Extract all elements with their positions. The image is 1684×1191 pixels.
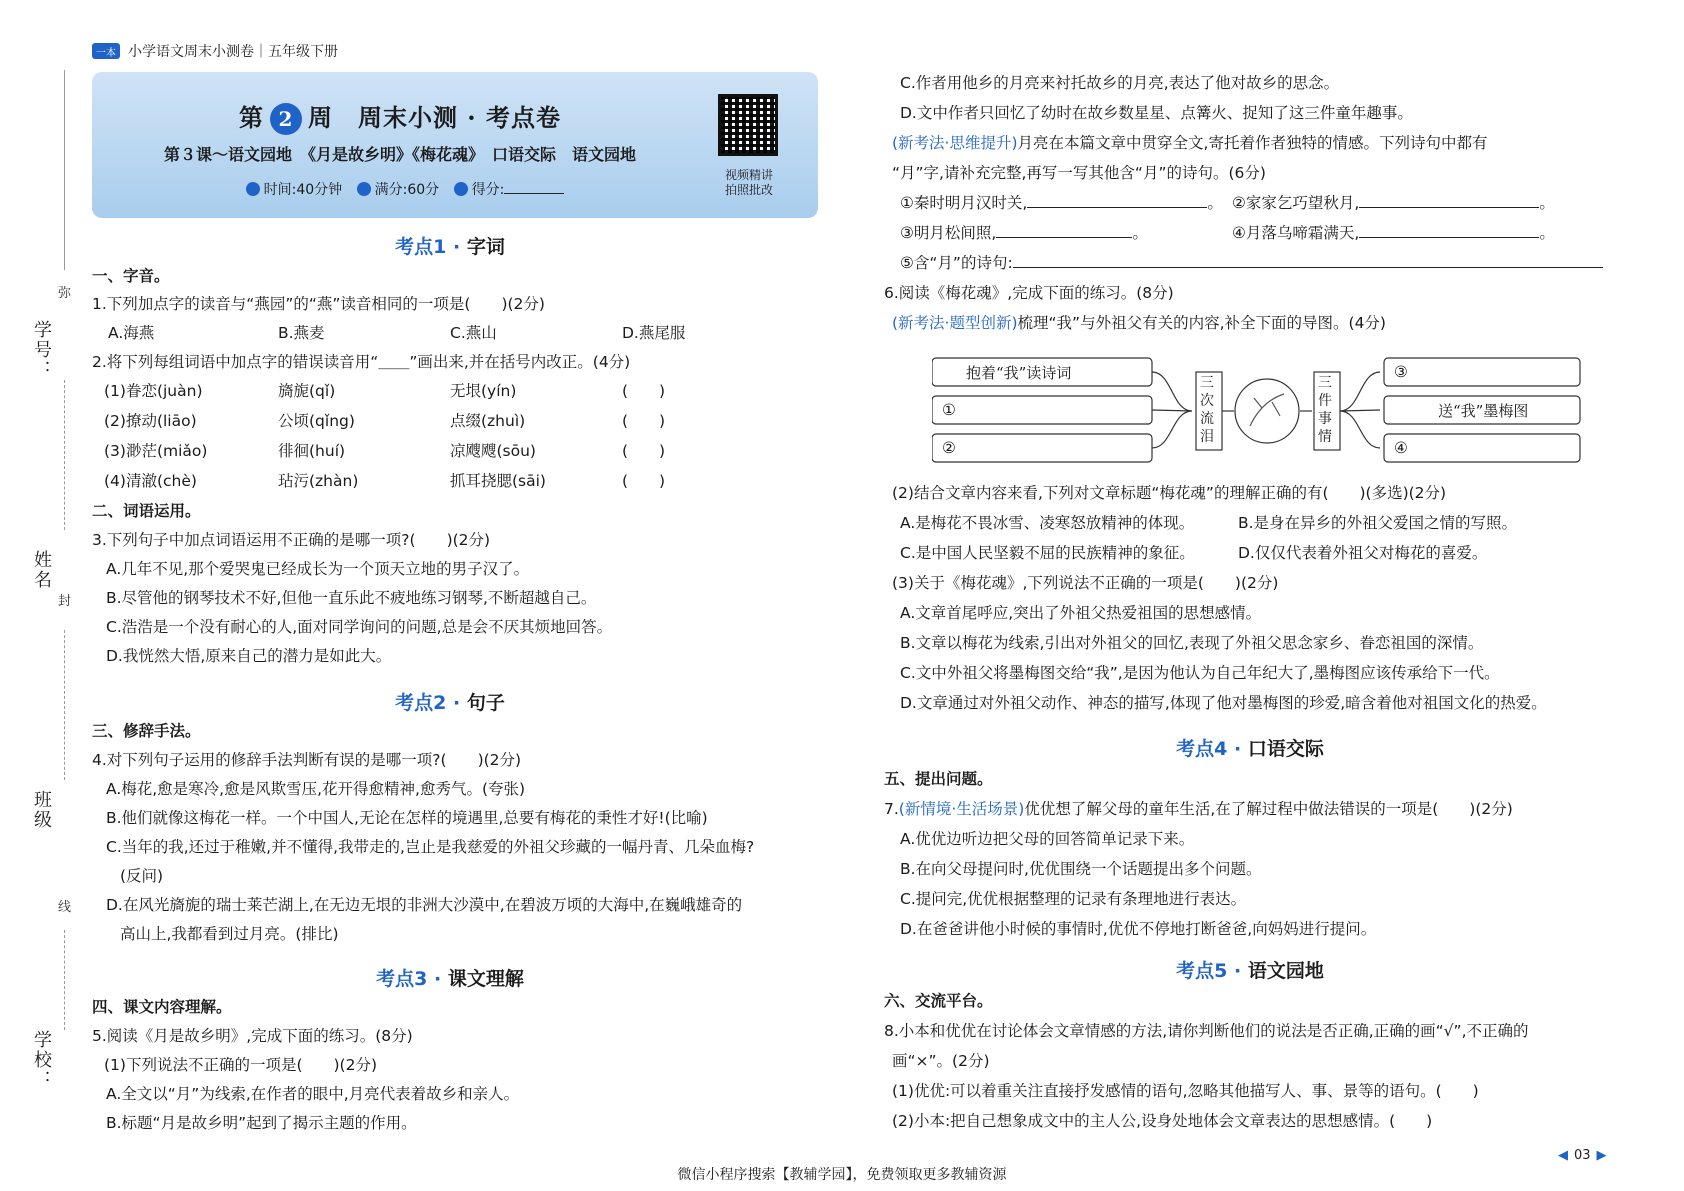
- section-kp4: [1100, 734, 1400, 761]
- binding-dash: [64, 380, 65, 530]
- section-kp2: [300, 688, 600, 715]
- q4-stem: 4.对下列句子运用的修辞手法判断有误的是哪一项?( )(2分): [92, 751, 522, 769]
- q1-option-c[interactable]: C.燕山: [450, 324, 497, 342]
- map-box-left-2: [932, 396, 1152, 424]
- q3-option-c[interactable]: C.浩浩是一个没有耐心的人,面对同学询问的问题,总是会不厌其烦地回答。: [106, 618, 613, 636]
- q6-part2: (2)结合文章内容来看,下列对文章标题“梅花魂”的理解正确的有( )(多选)(2分): [892, 484, 1447, 502]
- q6-part2-option-c[interactable]: C.是中国人民坚毅不屈的民族精神的象征。: [900, 544, 1195, 562]
- map-right-1-text[interactable]: ③: [1394, 363, 1408, 381]
- q2-word: (4)清澈(chè): [104, 472, 197, 490]
- question-tag: (新考法·题型创新): [892, 314, 1018, 332]
- qr-code-icon[interactable]: [718, 94, 778, 156]
- q6-part3-option-d[interactable]: D.文章通过对外祖父动作、神态的描写,体现了他对墨梅图的珍爱,暗含着他对祖国文化的热爱。: [900, 694, 1547, 712]
- question-tag: (新考法·思维提升): [892, 134, 1018, 152]
- kp-title: 语文园地: [1247, 960, 1324, 982]
- map-box-right-3: [1384, 434, 1580, 462]
- q1-option-d[interactable]: D.燕尾服: [622, 324, 686, 342]
- answer-blank[interactable]: [996, 222, 1132, 238]
- q4-option-d[interactable]: D.在风光旖旎的瑞士莱芒湖上,在无边无垠的非洲大沙漠中,在碧波万顷的大海中,在巍峨雄奇的: [106, 896, 743, 914]
- test-title: [92, 98, 708, 135]
- prev-page-icon[interactable]: ◀: [1558, 1148, 1568, 1163]
- publisher-logo: 一本: [92, 43, 120, 59]
- q2-answer-box[interactable]: ( ): [622, 472, 666, 490]
- plum-blossom-icon: [1235, 379, 1299, 443]
- check-icon: [454, 182, 468, 196]
- kp-title: 句子: [466, 692, 505, 714]
- next-page-icon[interactable]: ▶: [1596, 1148, 1607, 1163]
- poem-line-4: ④月落乌啼霜满天, 。: [1232, 224, 1555, 242]
- answer-blank[interactable]: [1359, 192, 1539, 208]
- q7-number: 7.: [884, 800, 899, 818]
- person-icon: [357, 182, 371, 196]
- q3-option-a[interactable]: A.几年不见,那个爱哭鬼已经成长为一个顶天立地的男子汉了。: [106, 560, 530, 578]
- mind-map-diagram: [932, 356, 1582, 468]
- q2-answer-box[interactable]: ( ): [622, 442, 666, 460]
- section-heading: 四、课文内容理解。: [92, 998, 232, 1016]
- poem-line-1: ①秦时明月汉时关, 。: [900, 194, 1223, 212]
- score-blank[interactable]: [504, 178, 564, 194]
- kp-title: 字词: [466, 236, 505, 258]
- q4-option-b[interactable]: B.他们就像这梅花一样。一个中国人,无论在怎样的境遇里,总要有梅花的秉性才好!(比喻): [106, 809, 708, 827]
- map-right-3-text[interactable]: ④: [1394, 439, 1408, 457]
- name-label: 姓名: [31, 550, 52, 590]
- q6-part2-option-b[interactable]: B.是身在异乡的外祖父爱国之情的写照。: [1238, 514, 1518, 532]
- qr-caption-line: 拍照批改: [724, 183, 773, 197]
- title-prefix: 第: [238, 103, 264, 132]
- section-kp5: [1100, 956, 1400, 983]
- test-header-banner: [92, 72, 818, 218]
- time-limit: 时间:40分钟: [263, 182, 343, 198]
- q7-option-d[interactable]: D.在爸爸讲他小时候的事情时,优优不停地打断爸爸,向妈妈进行提问。: [900, 920, 1377, 938]
- student-id-label: 学号：: [31, 320, 52, 380]
- q2-stem: 2.将下列每组词语中加点字的错误读音用“＿＿”画出来,并在括号内改正。(4分): [92, 353, 631, 371]
- q5-part2: [892, 132, 1487, 154]
- test-scope: 第３课～语文园地 《月是故乡明》《梅花魂》 口语交际 语文园地: [163, 145, 636, 164]
- q4-option-a[interactable]: A.梅花,愈是寒冷,愈是风欺雪压,花开得愈精神,愈秀气。(夸张): [106, 780, 526, 798]
- answer-blank[interactable]: [1359, 222, 1539, 238]
- poem-prompt: ①秦时明月汉时关,: [900, 194, 1028, 212]
- binding-line: [64, 70, 65, 270]
- test-meta: [92, 178, 708, 199]
- q5-stem: 5.阅读《月是故乡明》,完成下面的练习。(8分): [92, 1027, 413, 1045]
- qr-caption-line: 视频精讲: [724, 168, 773, 182]
- q7-option-a[interactable]: A.优优边听边把父母的回答简单记录下来。: [900, 830, 1195, 848]
- map-mid-1-text: 三次流泪: [1200, 375, 1214, 445]
- kp-title: 口语交际: [1247, 738, 1324, 760]
- q1-stem: 1.下列加点字的读音与“燕园”的“燕”读音相同的一项是( )(2分): [92, 295, 545, 313]
- q2-word: (1)眷恋(juàn): [104, 382, 203, 400]
- q3-stem: 3.下列句子中加点词语运用不正确的是哪一项?( )(2分): [92, 531, 491, 549]
- answer-blank[interactable]: [1027, 192, 1207, 208]
- poem-prompt: ②家家乞巧望秋月,: [1232, 194, 1360, 212]
- q4-option-c[interactable]: C.当年的我,还过于稚嫩,并不懂得,我带走的,岂止是我慈爱的外祖父珍藏的一幅丹青、几朵血梅?: [106, 838, 755, 856]
- title-suffix: 周 周末小测 · 考点卷: [307, 103, 562, 132]
- q7-stem-text: 优优想了解父母的童年生活,在了解过程中做法错误的一项是( )(2分): [1024, 800, 1513, 818]
- cut-mark-mi: 弥: [58, 286, 72, 301]
- q8-part1[interactable]: (1)优优:可以着重关注直接抒发感情的语句,忽略其他描写人、事、景等的语句。( ): [892, 1082, 1479, 1100]
- map-box-left-3: [932, 434, 1152, 462]
- q2-word: 点缀(zhuì): [450, 412, 526, 430]
- section-heading: 三、修辞手法。: [92, 722, 201, 740]
- q5-option-c[interactable]: C.作者用他乡的月亮来衬托故乡的月亮,表达了他对故乡的思念。: [900, 74, 1340, 92]
- map-right-2-text: 送“我”墨梅图: [1438, 402, 1529, 420]
- q6-part3-option-a[interactable]: A.文章首尾呼应,突出了外祖父热爱祖国的思想感情。: [900, 604, 1262, 622]
- q2-word: 抓耳挠腮(sāi): [450, 472, 546, 490]
- q8-part2[interactable]: (2)小本:把自己想象成文中的主人公,设身处地体会文章表达的思想感情。( ): [892, 1112, 1433, 1130]
- class-label: 班级: [31, 790, 52, 830]
- poem-prompt: ③明月松间照,: [900, 224, 997, 242]
- q5-part1: (1)下列说法不正确的一项是( )(2分): [104, 1056, 378, 1074]
- clock-icon: [246, 182, 260, 196]
- score-label: 得分:: [471, 182, 505, 198]
- q7-option-b[interactable]: B.在向父母提问时,优优围绕一个话题提出多个问题。: [900, 860, 1262, 878]
- q2-word: 玷污(zhàn): [278, 472, 359, 490]
- q7-stem: [884, 798, 1513, 820]
- section-heading: 六、交流平台。: [884, 992, 993, 1010]
- kp-number: 考点5 ·: [1176, 960, 1248, 982]
- kp-title: 课文理解: [447, 968, 524, 990]
- q2-answer-box[interactable]: ( ): [622, 382, 666, 400]
- section-kp3: [300, 964, 600, 991]
- q8-stem: 8.小本和优优在讨论体会文章情感的方法,请你判断他们的说法是否正确,正确的画“√”,不正确的: [884, 1022, 1529, 1040]
- section-kp1: [300, 232, 600, 259]
- q8-stem-cont: 画“×”。(2分): [892, 1052, 990, 1070]
- poem-prompt: ⑤含“月”的诗句:: [900, 254, 1013, 272]
- q6-part3-option-b[interactable]: B.文章以梅花为线索,引出对外祖父的回忆,表现了外祖父思念家乡、眷恋祖国的深情。: [900, 634, 1484, 652]
- poem-prompt: ④月落乌啼霜满天,: [1232, 224, 1360, 242]
- q7-option-c[interactable]: C.提问完,优优根据整理的记录有条理地进行表达。: [900, 890, 1247, 908]
- q5-option-a[interactable]: A.全文以“月”为线索,在作者的眼中,月亮代表着故乡和亲人。: [106, 1085, 520, 1103]
- q3-option-b[interactable]: B.尽管他的钢琴技术不好,但他一直乐此不疲地练习钢琴,不断超越自己。: [106, 589, 597, 607]
- q1-option-b[interactable]: B.燕麦: [278, 324, 325, 342]
- section-heading: 二、词语运用。: [92, 502, 201, 520]
- poem-line-2: ②家家乞巧望秋月, 。: [1232, 194, 1555, 212]
- week-number-badge: 2: [270, 103, 302, 135]
- q2-word: 徘徊(huí): [278, 442, 346, 460]
- q4-option-c-cont: (反问): [120, 867, 164, 885]
- section-heading: 一、字音。: [92, 267, 170, 285]
- map-left-1-text: 抱着“我”读诗词: [966, 364, 1072, 382]
- q4-option-d-cont: 高山上,我都看到过月亮。(排比): [120, 925, 339, 943]
- q2-word: 旖旎(qǐ): [278, 382, 336, 400]
- q3-option-d[interactable]: D.我恍然大悟,原来自己的潜力是如此大。: [106, 647, 392, 665]
- q1-option-a[interactable]: A.海燕: [108, 324, 155, 342]
- kp-number: 考点3 ·: [376, 968, 448, 990]
- kp-number: 考点2 ·: [395, 692, 467, 714]
- binding-dash: [64, 930, 65, 1030]
- map-box-right-1: [1384, 358, 1580, 386]
- poem-line-3: ③明月松间照, 。: [900, 224, 1148, 242]
- q6-part2-option-a[interactable]: A.是梅花不畏冰雪、凌寒怒放精神的体现。: [900, 514, 1195, 532]
- full-score: 满分:60分: [374, 182, 440, 198]
- kp-number: 考点1 ·: [395, 236, 467, 258]
- q6-part1: [892, 312, 1386, 334]
- poem-line-5: [900, 252, 1603, 274]
- q2-word: 凉飕飕(sōu): [450, 442, 536, 460]
- q6-part3: (3)关于《梅花魂》,下列说法不正确的一项是( )(2分): [892, 574, 1279, 592]
- school-label: 学校：: [31, 1030, 52, 1090]
- map-mid-2-text: 三件事情: [1318, 375, 1332, 445]
- question-tag: (新情境·生活场景): [898, 800, 1025, 818]
- q2-word: 公顷(qǐng): [278, 412, 355, 430]
- page-number-text: 03: [1574, 1148, 1591, 1163]
- map-left-2-text[interactable]: ①: [942, 401, 956, 419]
- q5-part2-cont: “月”字,请补充完整,再写一写其他含“月”的诗句。(6分): [892, 164, 1266, 182]
- q5-option-b[interactable]: B.标题“月是故乡明”起到了揭示主题的作用。: [106, 1114, 417, 1132]
- q6-part2-option-d[interactable]: D.仅仅代表着外祖父对梅花的喜爱。: [1238, 544, 1488, 562]
- q5-option-d[interactable]: D.文中作者只回忆了幼时在故乡数星星、点篝火、捉知了这三件童年趣事。: [900, 104, 1413, 122]
- binding-dash: [64, 630, 65, 780]
- series-header: [92, 40, 338, 62]
- q2-answer-box[interactable]: ( ): [622, 412, 666, 430]
- binding-margin: [0, 70, 86, 1150]
- qr-caption: [714, 168, 784, 198]
- cut-mark-xian: 线: [58, 900, 72, 915]
- q2-word: 无垠(yín): [450, 382, 517, 400]
- footer-ad: 微信小程序搜索【教辅学园】，免费领取更多教辅资源: [677, 1167, 1007, 1183]
- cut-mark-feng: 封: [58, 594, 72, 609]
- answer-blank[interactable]: [1013, 252, 1603, 268]
- q6-part1-text: 梳理“我”与外祖父有关的内容,补全下面的导图。(4分): [1017, 314, 1386, 332]
- q6-part3-option-c[interactable]: C.文中外祖父将墨梅图交给“我”,是因为他认为自己年纪大了,墨梅图应该传承给下一代。: [900, 664, 1500, 682]
- q6-stem: 6.阅读《梅花魂》,完成下面的练习。(8分): [884, 284, 1174, 302]
- page-number: [1552, 1148, 1613, 1163]
- series-title: 小学语文周末小测卷｜五年级下册: [128, 44, 338, 60]
- map-left-3-text[interactable]: ②: [942, 439, 956, 457]
- q5-part2-text: 月亮在本篇文章中贯穿全文,寄托着作者独特的情感。下列诗句中都有: [1017, 134, 1488, 152]
- q2-word: (2)撩动(liāo): [104, 412, 197, 430]
- q2-word: (3)渺茫(miǎo): [104, 442, 208, 460]
- section-heading: 五、提出问题。: [884, 770, 993, 788]
- kp-number: 考点4 ·: [1176, 738, 1248, 760]
